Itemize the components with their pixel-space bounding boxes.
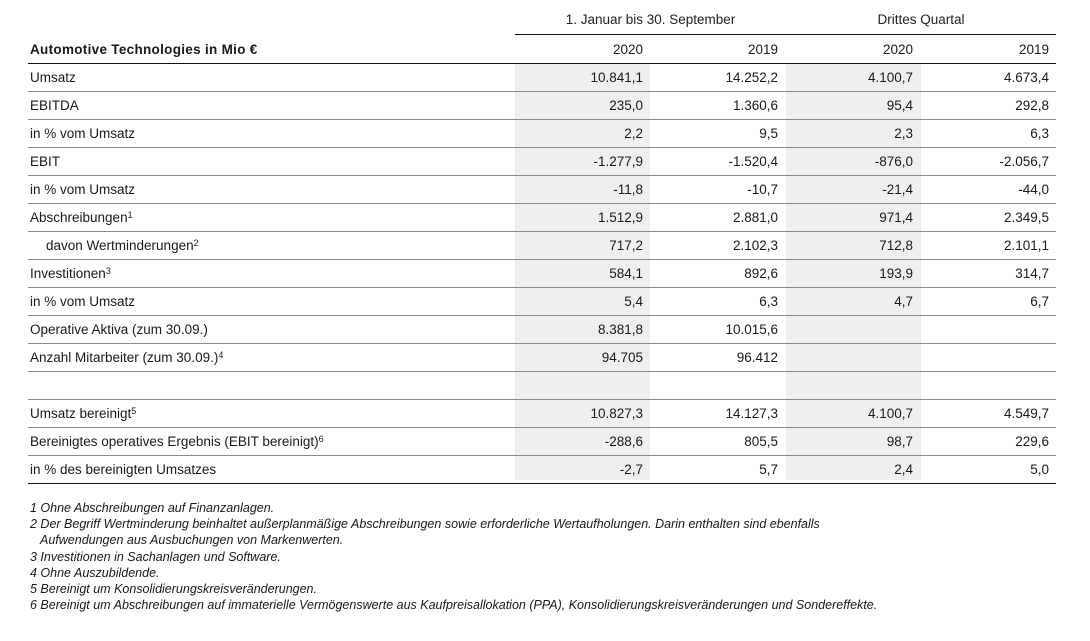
cell-value: 8.381,8: [597, 322, 643, 337]
cell-value: 14.252,2: [725, 70, 778, 85]
cell-value: 4,7: [894, 294, 913, 309]
cell-value: 4.100,7: [867, 406, 913, 421]
footnote: 5 Bereinigt um Konsolidierungskreisveränderungen.: [30, 582, 317, 597]
row-label: [28, 232, 515, 260]
table-row: [28, 316, 1056, 344]
table-row: [28, 204, 1056, 232]
cell-value: 193,9: [879, 266, 913, 281]
row-label: [28, 288, 515, 316]
column-group-nine-months: 1. Januar bis 30. September: [565, 12, 736, 27]
cell-value: 98,7: [886, 434, 913, 449]
cell-value: -21,4: [882, 182, 913, 197]
cell-value: 4.549,7: [1003, 406, 1049, 421]
footnote: 1 Ohne Abschreibungen auf Finanzanlagen.: [30, 501, 275, 515]
footnote-marker: 5: [131, 406, 137, 416]
cell-value: [785, 372, 920, 400]
table-row: [28, 120, 1056, 148]
cell-value: 1.360,6: [732, 98, 778, 113]
footnote-marker: 2: [193, 238, 199, 248]
row-label: [28, 316, 515, 344]
cell-value: 4.100,7: [867, 70, 913, 85]
row-label-text: davon Wertminderungen: [46, 238, 194, 253]
row-label: [28, 148, 515, 176]
cell-value: -288,6: [604, 434, 643, 449]
cell-value: [785, 316, 920, 344]
row-label-text: Bereinigtes operatives Ergebnis (EBIT bereinigt): [30, 434, 319, 449]
cell-value: 235,0: [609, 98, 643, 113]
row-label-text: EBIT: [30, 154, 61, 169]
cell-value: 10.841,1: [590, 70, 643, 85]
cell-value: [920, 372, 1056, 400]
cell-value: [920, 344, 1056, 372]
footnote: 4 Ohne Auszubildende.: [30, 565, 160, 580]
cell-value: 805,5: [744, 434, 778, 449]
footnote: 2 Der Begriff Wertminderung beinhaltet außerplanmäßige Abschreibungen sowie erforderliche Wertaufholungen. Darin enthalten sind ebenfalls: [30, 517, 820, 532]
cell-value: 717,2: [609, 238, 643, 253]
cell-value: 96.412: [736, 350, 778, 365]
financial-table: [28, 36, 1056, 484]
cell-value: 2.101,1: [1003, 238, 1049, 253]
row-label-text: EBITDA: [30, 98, 79, 113]
cell-value: [920, 316, 1056, 344]
row-label-text: in % vom Umsatz: [30, 182, 136, 197]
row-label: [28, 372, 515, 400]
cell-value: 5,7: [759, 462, 778, 477]
table-row: [28, 176, 1056, 204]
footnote-marker: 6: [318, 434, 324, 444]
cell-value: 2.881,0: [732, 210, 778, 225]
cell-value: 712,8: [879, 238, 913, 253]
footnote: 6 Bereinigt um Abschreibungen auf immaterielle Vermögenswerte aus Kaufpreisallokation (PPA), Konsolidierungskreisveränderungen und Sondereffekte.: [30, 598, 878, 613]
cell-value: -876,0: [874, 154, 913, 169]
cell-value: 6,3: [1030, 126, 1049, 141]
table-row: [28, 288, 1056, 316]
cell-value: 2,3: [894, 126, 913, 141]
cell-value: [785, 344, 920, 372]
cell-value: 2,4: [894, 462, 913, 477]
table-row: [28, 92, 1056, 120]
cell-value: 292,8: [1015, 98, 1049, 113]
row-label: [28, 428, 515, 456]
row-label-text: in % vom Umsatz: [30, 126, 136, 141]
row-label: [28, 456, 515, 484]
row-label: [28, 176, 515, 204]
row-label-text: Investitionen: [30, 266, 106, 281]
row-label-text: Umsatz bereinigt: [30, 406, 132, 421]
footnote: 3 Investitionen in Sachanlagen und Software.: [30, 549, 281, 564]
cell-value: 6,7: [1030, 294, 1049, 309]
footnotes: [30, 500, 877, 613]
table-row: [28, 372, 1056, 400]
table-row: [28, 64, 1056, 92]
footnote-marker: 4: [218, 350, 224, 360]
cell-value: -44,0: [1018, 182, 1049, 197]
header-top-rule: [515, 34, 1056, 35]
table-row: [28, 232, 1056, 260]
cell-value: 6,3: [759, 294, 778, 309]
column-header: 2019: [1018, 42, 1049, 57]
table-title: Automotive Technologies in Mio €: [30, 42, 258, 57]
row-label: [28, 400, 515, 428]
footnote-marker: 3: [105, 266, 111, 276]
cell-value: 95,4: [886, 98, 913, 113]
cell-value: -1.520,4: [728, 154, 778, 169]
cell-value: 892,6: [744, 266, 778, 281]
row-label: [28, 204, 515, 232]
header-row: [28, 36, 1056, 64]
cell-value: 4.673,4: [1003, 70, 1049, 85]
row-label-text: Abschreibungen: [30, 210, 128, 225]
row-label-text: in % vom Umsatz: [30, 294, 136, 309]
cell-value: 5,4: [624, 294, 643, 309]
table-row: [28, 456, 1056, 484]
row-label-text: Umsatz: [30, 70, 76, 85]
cell-value: 971,4: [879, 210, 913, 225]
row-label-text: in % des bereinigten Umsatzes: [30, 462, 217, 477]
cell-value: 2,2: [624, 126, 643, 141]
column-group-third-quarter: Drittes Quartal: [877, 12, 965, 27]
cell-value: [515, 372, 650, 400]
cell-value: 14.127,3: [725, 406, 778, 421]
cell-value: [650, 372, 785, 400]
cell-value: 10.015,6: [725, 322, 778, 337]
cell-value: 1.512,9: [597, 210, 643, 225]
cell-value: 584,1: [609, 266, 643, 281]
row-label: [28, 92, 515, 120]
column-header: 2019: [747, 42, 778, 57]
cell-value: -2,7: [619, 462, 643, 477]
table-row: [28, 344, 1056, 372]
cell-value: 9,5: [759, 126, 778, 141]
cell-value: -1.277,9: [593, 154, 643, 169]
cell-value: 2.102,3: [732, 238, 778, 253]
table-row: [28, 148, 1056, 176]
cell-value: -2.056,7: [999, 154, 1049, 169]
table-row: [28, 400, 1056, 428]
cell-value: 2.349,5: [1003, 210, 1049, 225]
row-label: [28, 120, 515, 148]
column-header: 2020: [882, 42, 913, 57]
cell-value: 314,7: [1015, 266, 1049, 281]
row-label-text: Anzahl Mitarbeiter (zum 30.09.): [30, 350, 219, 365]
row-label: [28, 260, 515, 288]
row-label: [28, 344, 515, 372]
footnote-continuation: Aufwendungen aus Ausbuchungen von Markenwerten.: [40, 533, 344, 548]
row-label-text: Operative Aktiva (zum 30.09.): [30, 322, 208, 337]
footnote-marker: 1: [127, 210, 133, 220]
column-header: 2020: [612, 42, 643, 57]
table-row: [28, 260, 1056, 288]
cell-value: -10,7: [747, 182, 778, 197]
table-row: [28, 428, 1056, 456]
cell-value: 10.827,3: [590, 406, 643, 421]
cell-value: 229,6: [1015, 434, 1049, 449]
cell-value: -11,8: [613, 182, 643, 197]
row-label: [28, 64, 515, 92]
cell-value: 5,0: [1030, 462, 1049, 477]
cell-value: 94.705: [601, 350, 643, 365]
